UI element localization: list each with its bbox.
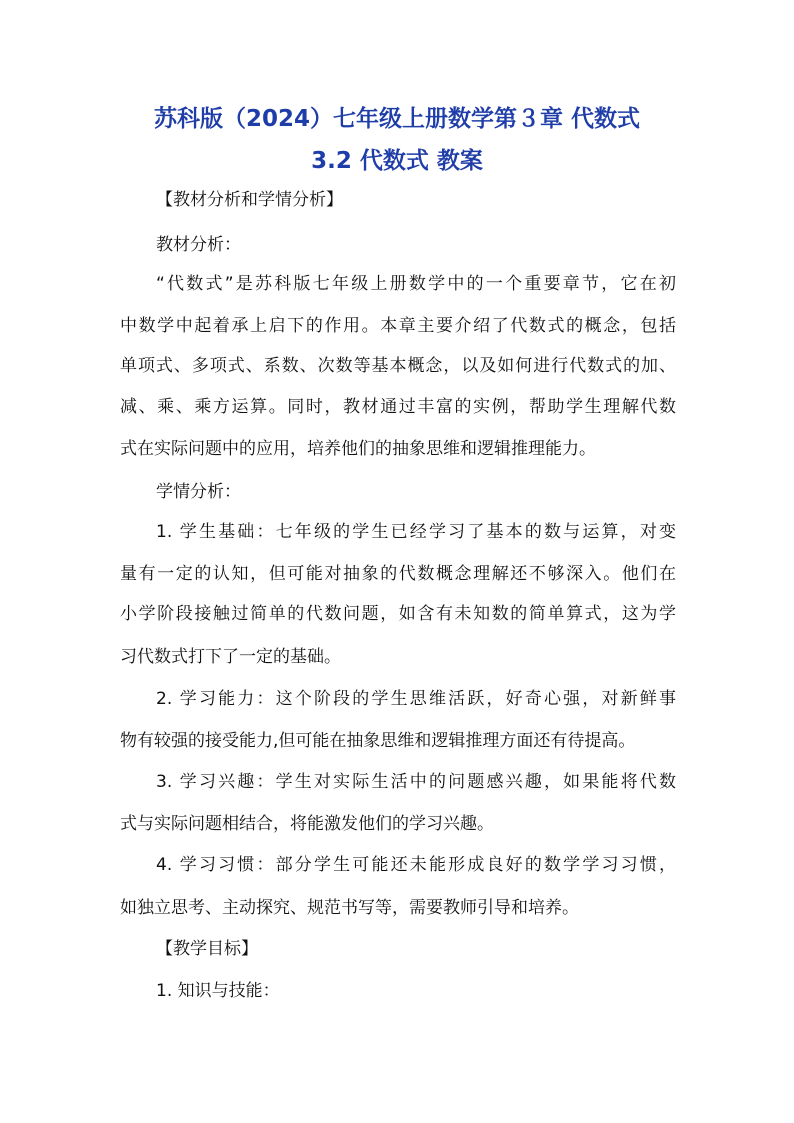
student-item-1-line: 小学阶段接触过简单的代数问题，如含有未知数的简单算式，这为学 xyxy=(120,604,676,624)
student-item-1-line: 量有一定的认知，但可能对抽象的代数概念理解还不够深入。他们在 xyxy=(120,564,676,584)
textbook-paragraph-line: 式在实际问题中的应用，培养他们的抽象思维和逻辑推理能力。 xyxy=(120,439,596,459)
student-item-1-line: 习代数式打下了一定的基础。 xyxy=(120,647,341,667)
textbook-paragraph-line: 单项式、多项式、系数、次数等基本概念，以及如何进行代数式的加、 xyxy=(120,356,676,376)
student-item-2-line: 物有较强的接受能力,但可能在抽象思维和逻辑推理方面还有待提高。 xyxy=(120,731,636,751)
student-item-2-line: 2. 学习能力：这个阶段的学生思维活跃，好奇心强，对新鲜事 xyxy=(156,689,676,709)
subheading-textbook-analysis: 教材分析： xyxy=(156,235,241,255)
student-item-4-line: 4. 学习习惯：部分学生可能还未能形成良好的数学学习习惯， xyxy=(156,855,676,875)
student-item-4-line: 如独立思考、主动探究、规范书写等，需要教师引导和培养。 xyxy=(120,898,579,918)
document-title: 苏科版（2024）七年级上册数学第３章 代数式 xyxy=(153,106,641,132)
student-item-1-line: 1. 学生基础：七年级的学生已经学习了基本的数与运算，对变 xyxy=(156,522,676,542)
goal-item-1: 1. 知识与技能： xyxy=(156,981,280,1001)
student-item-3-line: 3. 学习兴趣：学生对实际生活中的问题感兴趣，如果能将代数 xyxy=(156,772,676,792)
student-item-3-line: 式与实际问题相结合，将能激发他们的学习兴趣。 xyxy=(120,814,494,834)
section-heading-goals: 【教学目标】 xyxy=(156,939,258,959)
textbook-paragraph-line: 减、乘、乘方运算。同时，教材通过丰富的实例，帮助学生理解代数 xyxy=(120,397,676,417)
textbook-paragraph-line: “代数式”是苏科版七年级上册数学中的一个重要章节，它在初 xyxy=(156,274,676,294)
section-heading-analysis: 【教材分析和学情分析】 xyxy=(156,190,343,210)
subheading-student-analysis: 学情分析： xyxy=(156,482,241,502)
document-subtitle: 3.2 代数式 教案 xyxy=(311,148,483,174)
textbook-paragraph-line: 中数学中起着承上启下的作用。本章主要介绍了代数式的概念，包括 xyxy=(120,316,676,336)
